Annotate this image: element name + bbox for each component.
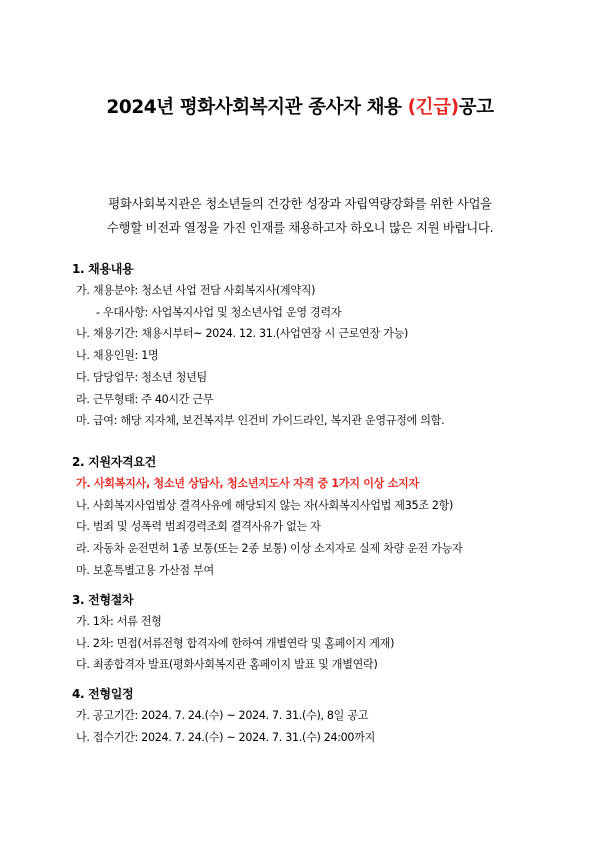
- notice-title: [0, 96, 600, 120]
- section-selection-process: [72, 590, 592, 676]
- list-item: 가. 1차: 서류 전형: [76, 615, 162, 628]
- list-item: 나. 채용기간: 채용시부터~ 2024. 12. 31.(사업연장 시 근로연장 가능): [76, 327, 409, 341]
- list-item: 나. 채용인원: 1명: [76, 349, 159, 363]
- list-item: 라. 근무형태: 주 40시간 근무: [76, 392, 214, 406]
- title-main: 2024년 평화사회복지관 종사자 채용: [106, 97, 408, 118]
- intro-paragraph: [0, 192, 600, 240]
- list-item: 가. 채용분야: 청소년 사업 전담 사회복지사(계약직): [76, 284, 316, 297]
- urgent-label: (긴급): [407, 97, 459, 118]
- list-item: 나. 사회복지사업법상 결격사유에 해당되지 않는 자(사회복지사업법 제35조 2항): [76, 498, 454, 512]
- list-item: 가. 공고기간: 2024. 7. 24.(수) ~ 2024. 7. 31.(수), 8일 공고: [76, 709, 369, 722]
- section-qualifications: [72, 452, 592, 582]
- section-heading: 1. 채용내용: [72, 262, 134, 276]
- list-item: 나. 접수기간: 2024. 7. 24.(수) ~ 2024. 7. 31.(수) 24:00까지: [76, 730, 376, 744]
- list-item: 다. 범죄 및 성폭력 범죄경력조회 결격사유가 없는 자: [76, 520, 321, 534]
- intro-line: 수행할 비전과 열정을 가진 인재를 채용하고자 하오니 많은 지원 바랍니다.: [106, 220, 494, 235]
- list-item: 나. 2차: 면접(서류전형 합격자에 한하여 개별연락 및 홈페이지 게재): [76, 636, 395, 650]
- list-item: 다. 최종합격자 발표(평화사회복지관 홈페이지 발표 및 개별연락): [76, 658, 378, 672]
- list-item-highlight: 가. 사회복지사, 청소년 상담사, 청소년지도사 자격 중 1가지 이상 소지자: [76, 477, 419, 490]
- list-item: 마. 보훈특별고용 가산점 부여: [76, 563, 214, 577]
- list-item: - 우대사항: 사업복지사업 및 청소년사업 운영 경력자: [96, 305, 342, 319]
- section-recruitment: [72, 259, 592, 432]
- section-schedule: [72, 684, 592, 748]
- section-heading: 3. 전형절차: [72, 593, 134, 607]
- list-item: 라. 자동차 운전면허 1종 보통(또는 2종 보통) 이상 소지자로 실제 차량 운전 가능자: [76, 542, 463, 556]
- intro-line: 평화사회복지관은 청소년들의 건강한 성장과 자립역량강화를 위한 사업을: [108, 196, 492, 211]
- list-item: 다. 담당업무: 청소년 청년팀: [76, 370, 207, 384]
- section-heading: 2. 지원자격요건: [72, 455, 156, 469]
- title-suffix: 공고: [458, 97, 494, 118]
- section-heading: 4. 전형일정: [72, 687, 134, 701]
- list-item: 마. 급여: 해당 지자체, 보건복지부 인건비 가이드라인, 복지관 운영규정에 의함.: [76, 414, 445, 428]
